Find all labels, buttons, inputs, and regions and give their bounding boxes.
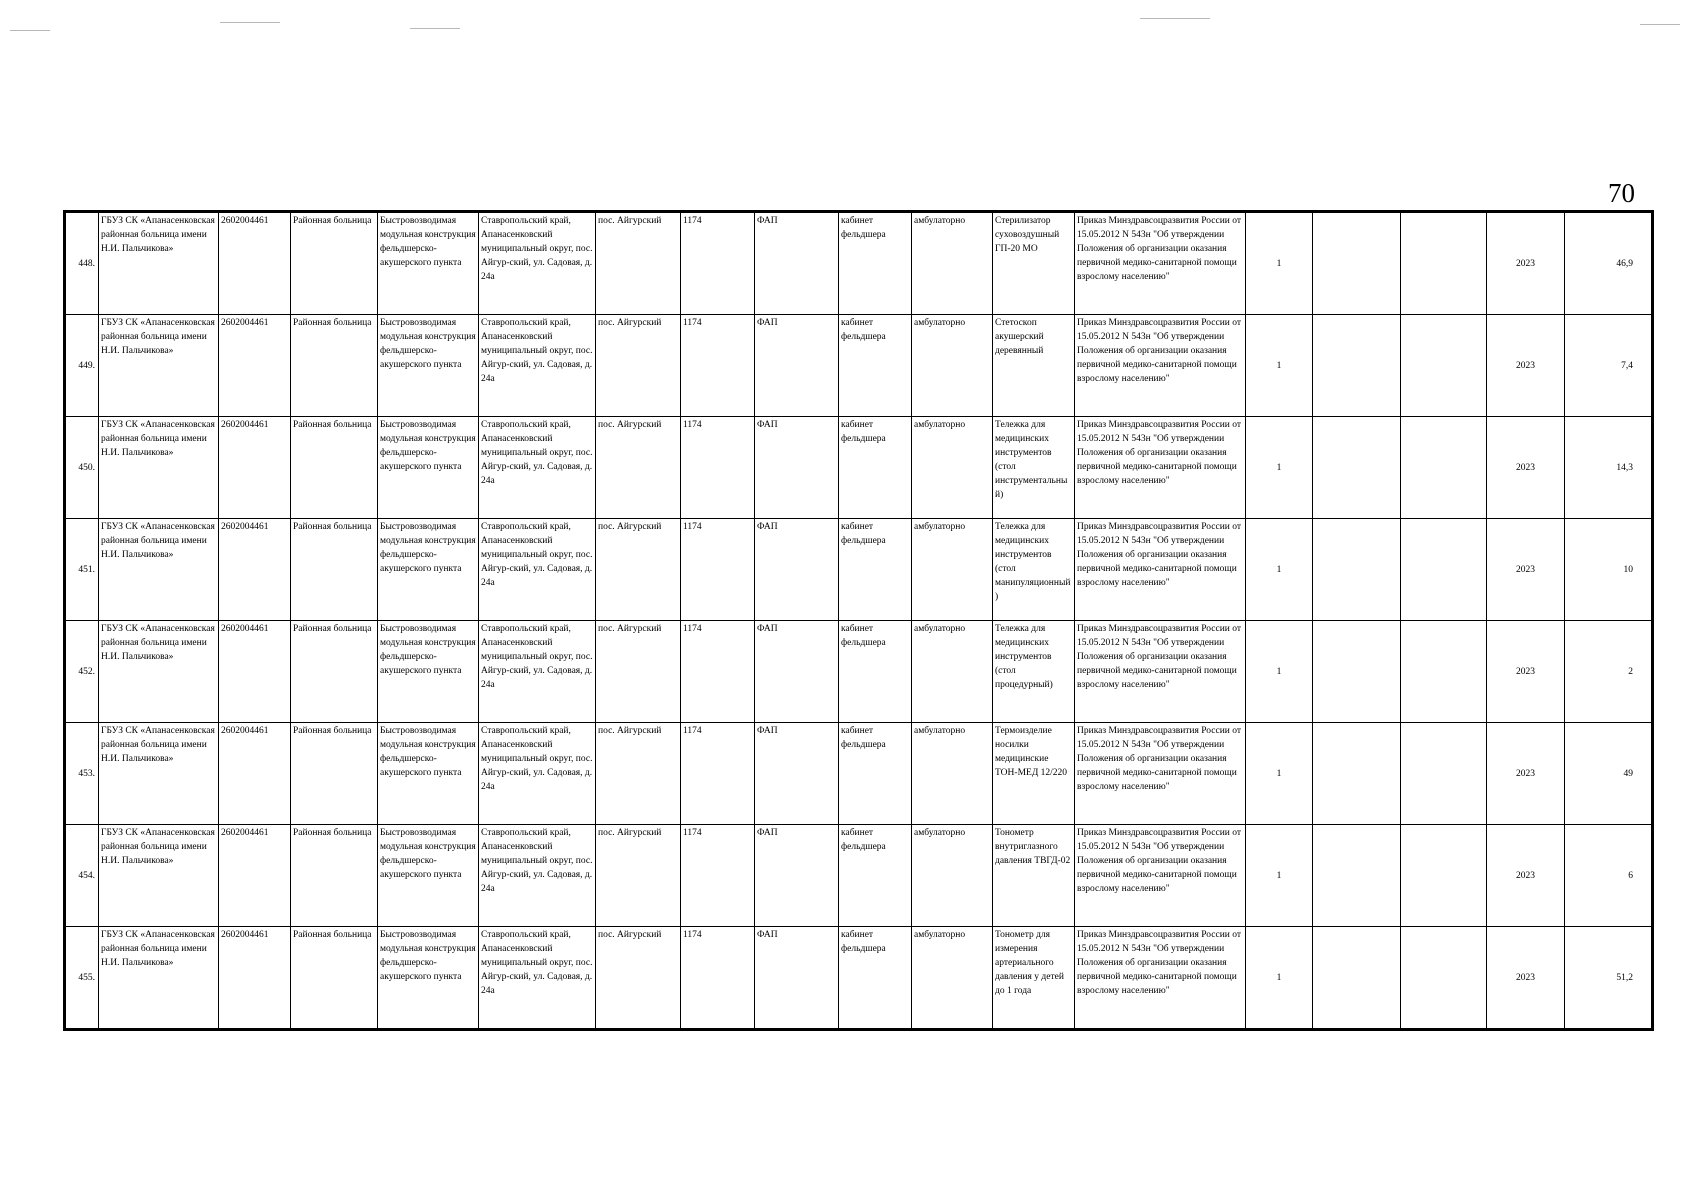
equipment-cell: Тележка для медицинских инструментов (стол манипуляционный) [993,519,1075,621]
locality-cell: пос. Айгурский [596,417,681,519]
care-form-cell: амбулаторно [912,825,993,927]
care-form-cell: амбулаторно [912,927,993,1030]
table-row [65,212,1653,315]
table-row [65,723,1653,825]
table-row [65,417,1653,519]
quantity-cell: 1 [1246,212,1313,315]
cost-cell: 7,4 [1565,315,1653,417]
unit-cell: ФАП [755,212,839,315]
organization-cell: ГБУЗ СК «Апанасенковская районная больница имени Н.И. Пальчикова» [99,723,219,825]
structure-cell: Быстровозводимая модульная конструкция фельдшерско-акушерского пункта [378,315,479,417]
year-cell: 2023 [1487,519,1565,621]
empty-cell [1313,927,1401,1030]
institution-type-cell: Районная больница [291,927,378,1030]
population-cell: 1174 [681,927,755,1030]
address-cell: Ставропольский край, Апанасенковский муниципальный округ, пос. Айгур-ский, ул. Садовая, д. 24а [479,417,596,519]
page-number: 70 [1608,178,1635,208]
quantity-cell: 1 [1246,621,1313,723]
year-cell: 2023 [1487,927,1565,1030]
care-form-cell: амбулаторно [912,621,993,723]
room-cell: кабинет фельдшера [839,825,912,927]
empty-cell [1401,417,1487,519]
address-cell: Ставропольский край, Апанасенковский муниципальный округ, пос. Айгур-ский, ул. Садовая, д. 24а [479,825,596,927]
locality-cell: пос. Айгурский [596,927,681,1030]
empty-cell [1313,212,1401,315]
quantity-cell: 1 [1246,825,1313,927]
regulation-cell: Приказ Минздравсоцразвития России от 15.05.2012 N 543н "Об утверждении Положения об организации оказания первичной медико-санитарной помощи взрослому населению" [1075,212,1246,315]
inn-cell: 2602004461 [219,519,291,621]
quantity-cell: 1 [1246,315,1313,417]
equipment-cell: Термоизделие носилки медицинские ТОН-МЕД 12/220 [993,723,1075,825]
empty-cell [1401,723,1487,825]
organization-cell: ГБУЗ СК «Апанасенковская районная больница имени Н.И. Пальчикова» [99,417,219,519]
equipment-cell: Тонометр для измерения артериального давления у детей до 1 года [993,927,1075,1030]
equipment-cell: Стерилизатор суховоздушный ГП-20 МО [993,212,1075,315]
room-cell: кабинет фельдшера [839,927,912,1030]
unit-cell: ФАП [755,519,839,621]
quantity-cell: 1 [1246,927,1313,1030]
room-cell: кабинет фельдшера [839,519,912,621]
row-number: 455. [65,927,99,1030]
equipment-cell: Тележка для медицинских инструментов (стол инструментальный) [993,417,1075,519]
table-row [65,825,1653,927]
equipment-cell: Тележка для медицинских инструментов (стол процедурный) [993,621,1075,723]
inn-cell: 2602004461 [219,927,291,1030]
institution-type-cell: Районная больница [291,212,378,315]
organization-cell: ГБУЗ СК «Апанасенковская районная больница имени Н.И. Пальчикова» [99,315,219,417]
year-cell: 2023 [1487,212,1565,315]
equipment-table [63,210,1654,1031]
table-row [65,519,1653,621]
unit-cell: ФАП [755,417,839,519]
table-row [65,315,1653,417]
cost-cell: 14,3 [1565,417,1653,519]
inn-cell: 2602004461 [219,825,291,927]
row-number: 448. [65,212,99,315]
empty-cell [1401,315,1487,417]
unit-cell: ФАП [755,315,839,417]
cost-cell: 51,2 [1565,927,1653,1030]
organization-cell: ГБУЗ СК «Апанасенковская районная больница имени Н.И. Пальчикова» [99,621,219,723]
institution-type-cell: Районная больница [291,723,378,825]
care-form-cell: амбулаторно [912,212,993,315]
locality-cell: пос. Айгурский [596,621,681,723]
address-cell: Ставропольский край, Апанасенковский муниципальный округ, пос. Айгур-ский, ул. Садовая, д. 24а [479,927,596,1030]
inn-cell: 2602004461 [219,621,291,723]
institution-type-cell: Районная больница [291,315,378,417]
structure-cell: Быстровозводимая модульная конструкция фельдшерско-акушерского пункта [378,723,479,825]
institution-type-cell: Районная больница [291,825,378,927]
locality-cell: пос. Айгурский [596,825,681,927]
empty-cell [1401,212,1487,315]
population-cell: 1174 [681,621,755,723]
structure-cell: Быстровозводимая модульная конструкция фельдшерско-акушерского пункта [378,825,479,927]
empty-cell [1313,825,1401,927]
regulation-cell: Приказ Минздравсоцразвития России от 15.05.2012 N 543н "Об утверждении Положения об организации оказания первичной медико-санитарной помощи взрослому населению" [1075,825,1246,927]
care-form-cell: амбулаторно [912,519,993,621]
population-cell: 1174 [681,315,755,417]
cost-cell: 46,9 [1565,212,1653,315]
institution-type-cell: Районная больница [291,417,378,519]
structure-cell: Быстровозводимая модульная конструкция фельдшерско-акушерского пункта [378,621,479,723]
empty-cell [1313,723,1401,825]
empty-cell [1313,315,1401,417]
inn-cell: 2602004461 [219,417,291,519]
regulation-cell: Приказ Минздравсоцразвития России от 15.05.2012 N 543н "Об утверждении Положения об организации оказания первичной медико-санитарной помощи взрослому населению" [1075,927,1246,1030]
quantity-cell: 1 [1246,723,1313,825]
population-cell: 1174 [681,212,755,315]
institution-type-cell: Районная больница [291,621,378,723]
population-cell: 1174 [681,519,755,621]
address-cell: Ставропольский край, Апанасенковский муниципальный округ, пос. Айгур-ский, ул. Садовая, д. 24а [479,723,596,825]
cost-cell: 49 [1565,723,1653,825]
unit-cell: ФАП [755,723,839,825]
population-cell: 1174 [681,417,755,519]
care-form-cell: амбулаторно [912,315,993,417]
empty-cell [1313,417,1401,519]
empty-cell [1313,519,1401,621]
row-number: 454. [65,825,99,927]
equipment-cell: Тонометр внутриглазного давления ТВГД-02 [993,825,1075,927]
quantity-cell: 1 [1246,417,1313,519]
unit-cell: ФАП [755,927,839,1030]
unit-cell: ФАП [755,825,839,927]
year-cell: 2023 [1487,621,1565,723]
room-cell: кабинет фельдшера [839,315,912,417]
structure-cell: Быстровозводимая модульная конструкция фельдшерско-акушерского пункта [378,212,479,315]
room-cell: кабинет фельдшера [839,212,912,315]
cost-cell: 6 [1565,825,1653,927]
year-cell: 2023 [1487,825,1565,927]
locality-cell: пос. Айгурский [596,519,681,621]
structure-cell: Быстровозводимая модульная конструкция фельдшерско-акушерского пункта [378,927,479,1030]
row-number: 452. [65,621,99,723]
locality-cell: пос. Айгурский [596,315,681,417]
structure-cell: Быстровозводимая модульная конструкция фельдшерско-акушерского пункта [378,417,479,519]
year-cell: 2023 [1487,315,1565,417]
room-cell: кабинет фельдшера [839,417,912,519]
organization-cell: ГБУЗ СК «Апанасенковская районная больница имени Н.И. Пальчикова» [99,927,219,1030]
empty-cell [1313,621,1401,723]
structure-cell: Быстровозводимая модульная конструкция фельдшерско-акушерского пункта [378,519,479,621]
inn-cell: 2602004461 [219,315,291,417]
organization-cell: ГБУЗ СК «Апанасенковская районная больница имени Н.И. Пальчикова» [99,825,219,927]
regulation-cell: Приказ Минздравсоцразвития России от 15.05.2012 N 543н "Об утверждении Положения об организации оказания первичной медико-санитарной помощи взрослому населению" [1075,621,1246,723]
organization-cell: ГБУЗ СК «Апанасенковская районная больница имени Н.И. Пальчикова» [99,212,219,315]
room-cell: кабинет фельдшера [839,723,912,825]
inn-cell: 2602004461 [219,723,291,825]
year-cell: 2023 [1487,417,1565,519]
regulation-cell: Приказ Минздравсоцразвития России от 15.05.2012 N 543н "Об утверждении Положения об организации оказания первичной медико-санитарной помощи взрослому населению" [1075,315,1246,417]
address-cell: Ставропольский край, Апанасенковский муниципальный округ, пос. Айгур-ский, ул. Садовая, д. 24а [479,519,596,621]
empty-cell [1401,621,1487,723]
address-cell: Ставропольский край, Апанасенковский муниципальный округ, пос. Айгур-ский, ул. Садовая, д. 24а [479,315,596,417]
regulation-cell: Приказ Минздравсоцразвития России от 15.05.2012 N 543н "Об утверждении Положения об организации оказания первичной медико-санитарной помощи взрослому населению" [1075,417,1246,519]
row-number: 451. [65,519,99,621]
table-body [65,212,1653,1030]
address-cell: Ставропольский край, Апанасенковский муниципальный округ, пос. Айгур-ский, ул. Садовая, д. 24а [479,212,596,315]
organization-cell: ГБУЗ СК «Апанасенковская районная больница имени Н.И. Пальчикова» [99,519,219,621]
institution-type-cell: Районная больница [291,519,378,621]
empty-cell [1401,825,1487,927]
care-form-cell: амбулаторно [912,417,993,519]
locality-cell: пос. Айгурский [596,723,681,825]
year-cell: 2023 [1487,723,1565,825]
locality-cell: пос. Айгурский [596,212,681,315]
unit-cell: ФАП [755,621,839,723]
care-form-cell: амбулаторно [912,723,993,825]
table-row [65,927,1653,1030]
room-cell: кабинет фельдшера [839,621,912,723]
regulation-cell: Приказ Минздравсоцразвития России от 15.05.2012 N 543н "Об утверждении Положения об организации оказания первичной медико-санитарной помощи взрослому населению" [1075,723,1246,825]
quantity-cell: 1 [1246,519,1313,621]
inn-cell: 2602004461 [219,212,291,315]
empty-cell [1401,927,1487,1030]
cost-cell: 10 [1565,519,1653,621]
regulation-cell: Приказ Минздравсоцразвития России от 15.05.2012 N 543н "Об утверждении Положения об организации оказания первичной медико-санитарной помощи взрослому населению" [1075,519,1246,621]
population-cell: 1174 [681,723,755,825]
row-number: 453. [65,723,99,825]
row-number: 450. [65,417,99,519]
empty-cell [1401,519,1487,621]
table-row [65,621,1653,723]
equipment-cell: Стетоскоп акушерский деревянный [993,315,1075,417]
row-number: 449. [65,315,99,417]
cost-cell: 2 [1565,621,1653,723]
population-cell: 1174 [681,825,755,927]
address-cell: Ставропольский край, Апанасенковский муниципальный округ, пос. Айгур-ский, ул. Садовая, д. 24а [479,621,596,723]
